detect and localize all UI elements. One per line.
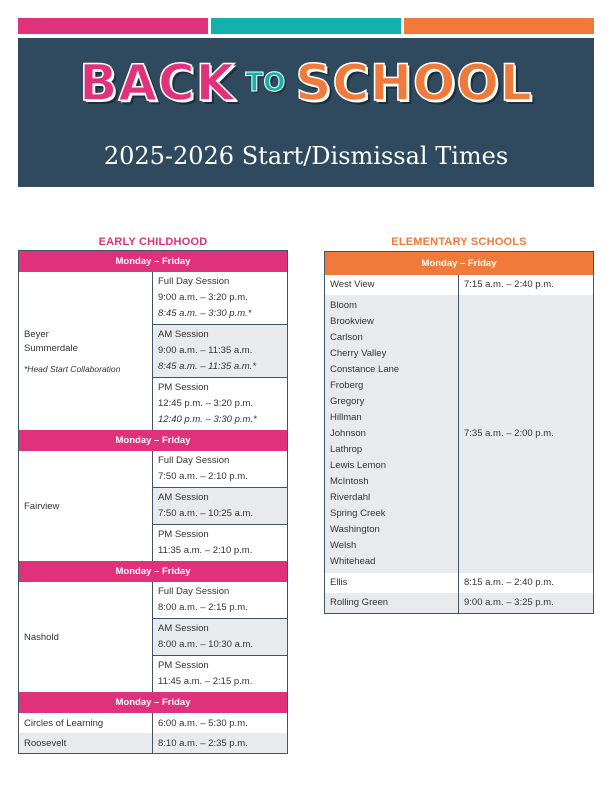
time-cell: 6:00 a.m. – 5:30 p.m. bbox=[158, 717, 248, 729]
title-to: TO bbox=[245, 68, 286, 98]
day-band: Monday – Friday bbox=[19, 430, 288, 451]
day-band: Monday – Friday bbox=[19, 251, 288, 273]
session-cell: PM Session 11:45 a.m. – 2:15 p.m. bbox=[153, 656, 288, 693]
school-name: Beyer bbox=[24, 328, 49, 340]
title-back: BACK bbox=[79, 54, 236, 112]
session-cell: AM Session 9:00 a.m. – 11:35 a.m. 8:45 a.m. – 11:35 a.m.* bbox=[153, 325, 288, 378]
school-cell: West View bbox=[325, 275, 459, 295]
table-row bbox=[19, 272, 288, 325]
session-cell: Full Day Session 9:00 a.m. – 3:20 p.m. 8:45 a.m. – 3:30 p.m.* bbox=[158, 276, 252, 319]
day-band: Monday – Friday bbox=[19, 561, 288, 582]
table-row bbox=[325, 593, 594, 614]
table-row bbox=[325, 295, 594, 573]
session-cell: Full Day Session 8:00 a.m. – 2:15 p.m. bbox=[158, 586, 248, 613]
school-cell: Circles of Learning bbox=[19, 713, 153, 733]
session-cell: PM Session 12:45 p.m. – 3:20 p.m. 12:40 p.m. – 3:30 p.m.* bbox=[153, 378, 288, 431]
time-cell: 8:10 a.m. – 2:35 p.m. bbox=[158, 737, 248, 749]
table-row bbox=[325, 573, 594, 593]
school-cell: Roosevelt bbox=[19, 733, 153, 754]
school-cell: Nashold bbox=[19, 582, 153, 692]
school-cell: Fairview bbox=[19, 451, 153, 561]
school-cell: Ellis bbox=[325, 573, 459, 593]
teal-accent-bar bbox=[211, 18, 401, 34]
table-row bbox=[19, 733, 288, 754]
session-cell: AM Session 7:50 a.m. – 10:25 a.m. bbox=[153, 488, 288, 525]
table-row bbox=[19, 713, 288, 733]
school-list-cell: Bloom Brookview Carlson Cherry Valley Constance Lane Froberg Gregory Hillman Johnson Lathrop Lewis Lemon McIntosh Riverdahl Spring Creek Washington Welsh Whitehead bbox=[325, 295, 459, 573]
time-cell: 9:00 a.m. – 3:25 p.m. bbox=[464, 597, 554, 608]
page-title bbox=[18, 54, 594, 112]
orange-accent-bar bbox=[404, 18, 594, 34]
footnote: *Head Start Collaboration bbox=[24, 363, 121, 374]
session-cell: Full Day Session 7:50 a.m. – 2:10 p.m. bbox=[158, 455, 248, 482]
day-band: Monday – Friday bbox=[325, 252, 594, 276]
time-cell: 8:15 a.m. – 2:40 p.m. bbox=[464, 577, 554, 588]
day-band: Monday – Friday bbox=[19, 692, 288, 713]
time-cell: 7:15 a.m. – 2:40 p.m. bbox=[464, 279, 554, 290]
pink-accent-bar bbox=[18, 18, 208, 34]
early-childhood-table bbox=[18, 250, 288, 754]
header-banner bbox=[18, 38, 594, 187]
school-name: Summerdale bbox=[24, 342, 78, 354]
session-cell: AM Session 8:00 a.m. – 10:30 a.m. bbox=[153, 619, 288, 656]
title-school: SCHOOL bbox=[295, 54, 533, 112]
time-cell: 7:35 a.m. – 2:00 p.m. bbox=[464, 428, 554, 439]
elementary-heading: ELEMENTARY SCHOOLS bbox=[391, 236, 527, 248]
early-childhood-heading: EARLY CHILDHOOD bbox=[98, 236, 208, 248]
table-row bbox=[19, 451, 288, 488]
school-cell bbox=[19, 272, 153, 430]
table-row bbox=[19, 582, 288, 619]
table-row bbox=[325, 275, 594, 295]
session-cell: PM Session 11:35 a.m. – 2:10 p.m. bbox=[153, 525, 288, 562]
elementary-table bbox=[324, 251, 594, 614]
school-cell: Rolling Green bbox=[325, 593, 459, 614]
page-subtitle: 2025-2026 Start/Dismissal Times bbox=[103, 142, 509, 170]
